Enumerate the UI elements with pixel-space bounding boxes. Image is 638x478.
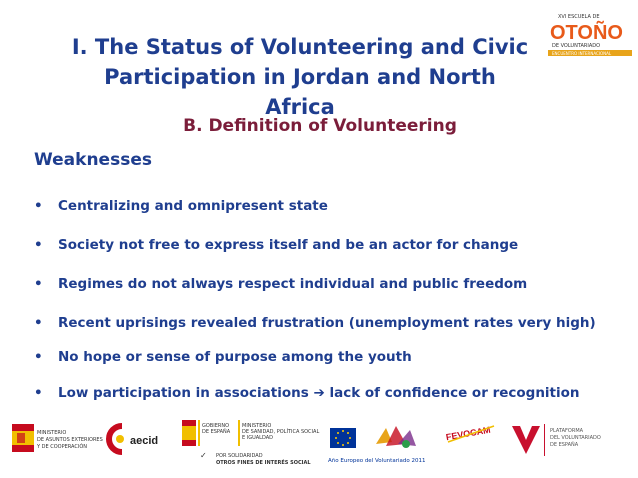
bullet-icon: •	[34, 315, 43, 331]
list-item	[34, 237, 624, 253]
gobierno-right1: MINISTERIO	[242, 423, 272, 429]
ministerio-line1: MINISTERIO	[37, 430, 67, 436]
bullet-icon: •	[34, 385, 43, 401]
aecid-text: aecid	[130, 435, 159, 447]
volunteering-figures-icon	[376, 426, 416, 448]
list-item	[34, 349, 624, 365]
gobierno-bottom1: POR SOLIDARIDAD	[216, 453, 263, 459]
plataforma-voluntariado-logo	[508, 420, 628, 460]
bullet-text: Centralizing and omnipresent state	[58, 198, 328, 214]
plataforma-line2: DEL VOLUNTARIADO	[550, 435, 601, 441]
arrow-right-icon: ➔	[313, 385, 325, 401]
bullet-text: No hope or sense of purpose among the youth	[58, 349, 412, 365]
gobierno-bottom2: OTROS FINES DE INTERÉS SOCIAL	[216, 460, 311, 466]
fevocam-logo	[444, 420, 498, 450]
plataforma-line1: PLATAFORMA	[550, 428, 584, 434]
logo-escuela-line3: DE VOLUNTARIADO	[552, 43, 601, 49]
gobierno-right3: E IGUALDAD	[242, 435, 273, 441]
logo-escuela-line4: ENCUENTRO INTERNACIONAL	[552, 51, 612, 56]
gobierno-left2: DE ESPAÑA	[202, 429, 231, 435]
slide-title-line1: I. The Status of Volunteering and Civic	[71, 35, 529, 59]
ministerio-line3: Y DE COOPERACIÓN	[37, 444, 88, 450]
bullet-icon: •	[34, 198, 43, 214]
escuela-otono-logo	[548, 12, 632, 56]
list-item	[34, 315, 624, 331]
bullet-text: Society not free to express itself and be an actor for change	[58, 237, 519, 253]
gobierno-espana-logo	[182, 418, 320, 472]
section-heading: Weaknesses	[34, 150, 152, 170]
gobierno-right2: DE SANIDAD, POLÍTICA SOCIAL	[242, 429, 320, 435]
checkmark-icon: ✓	[200, 451, 207, 460]
ministerio-line2: DE ASUNTOS EXTERIORES	[37, 437, 103, 443]
bullet-icon: •	[34, 237, 43, 253]
eu-volunteering-2011-logo	[326, 422, 434, 466]
bullet-icon: •	[34, 349, 43, 365]
aecid-logo	[104, 422, 166, 456]
bullet-text: Recent uprisings revealed frustration (unemployment rates very high)	[58, 315, 596, 331]
bullet-text: Low participation in associations	[58, 385, 309, 401]
slide-title-line2: Participation in Jordan and North Africa	[104, 65, 496, 119]
list-item	[34, 385, 624, 401]
footer-logos	[0, 412, 638, 478]
bullet-icon: •	[34, 276, 43, 292]
logo-otono-word: OTOÑO	[550, 22, 623, 44]
bullet-text-after: lack of confidence or recognition	[329, 385, 580, 401]
slide-title	[70, 32, 530, 122]
gobierno-left1: GOBIERNO	[202, 423, 230, 429]
bullet-text: Regimes do not always respect individual and public freedom	[58, 276, 528, 292]
ministerio-asuntos-exteriores-logo	[12, 422, 103, 454]
logo-escuela-line1: XVI ESCUELA DE	[558, 14, 600, 20]
eu-caption: Año Europeo del Voluntariado 2011	[328, 458, 426, 464]
fevocam-text: FEVOCAM	[445, 424, 492, 443]
slide-subtitle: B. Definition of Volunteering	[183, 116, 457, 136]
list-item	[34, 276, 624, 292]
plataforma-line3: DE ESPAÑA	[550, 442, 579, 448]
list-item	[34, 198, 624, 214]
